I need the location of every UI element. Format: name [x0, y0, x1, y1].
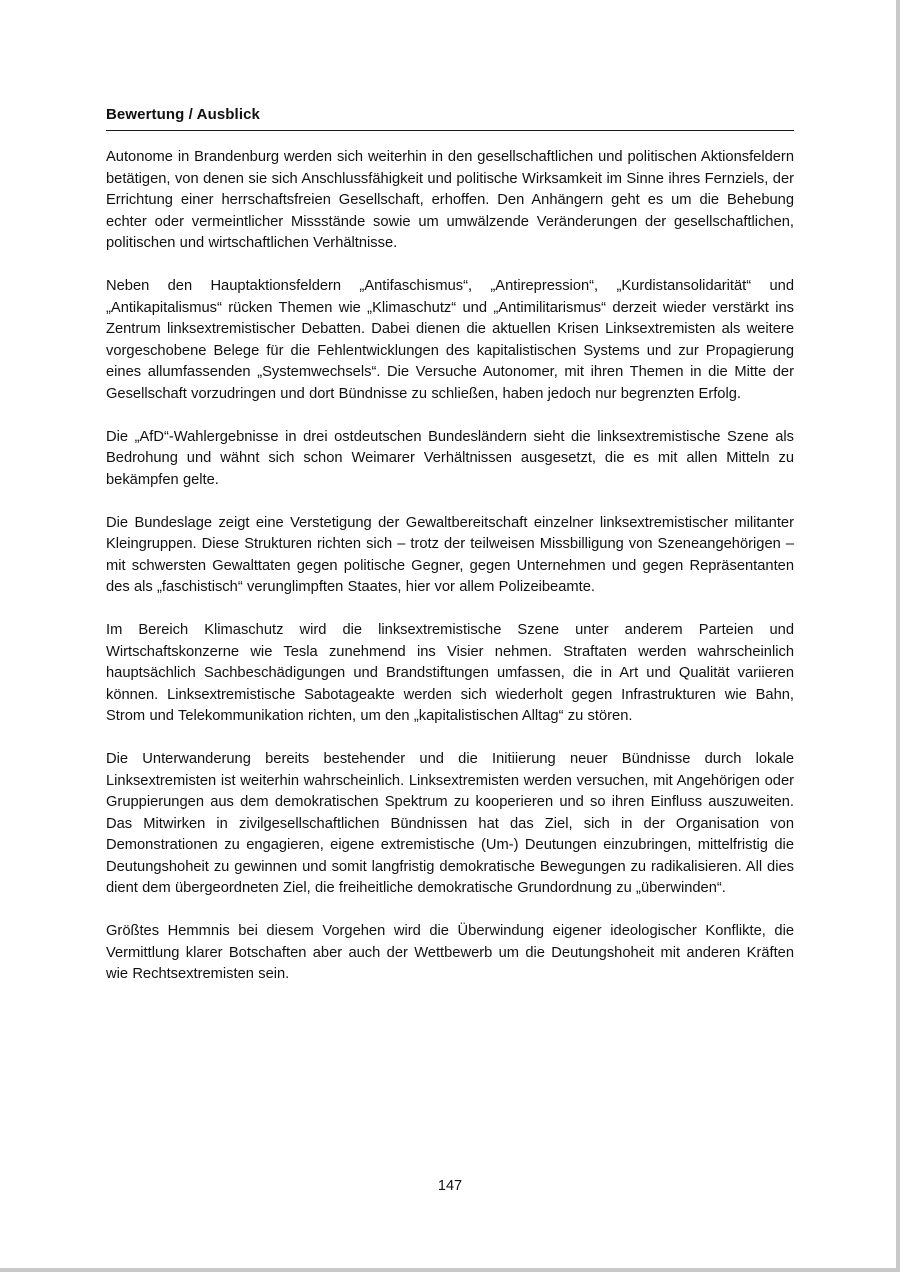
body-paragraph: Autonome in Brandenburg werden sich weiterhin in den gesellschaftlichen und politischen Aktionsfeldern betätigen, von denen sie sich Anschlussfähigkeit und politische Wirksamkeit im Sinne ihres Fernziels, der Errichtung einer herrschaftsfreien Gesellschaft, erhoffen. Den Anhängern geht es um die Behebung echter oder vermeintlicher Missstände sowie um umwälzende Veränderungen der gesellschaftlichen, politischen und wirtschaftlichen Verhältnisse.	[106, 149, 794, 251]
page-content	[106, 106, 794, 1007]
body-paragraph: Die Bundeslage zeigt eine Verstetigung der Gewaltbereitschaft einzelner linksextremistischer militanter Kleingruppen. Diese Strukturen richten sich – trotz der teilweisen Missbilligung von Szeneangehörigen – mit schwersten Gewalttaten gegen politische Gegner, gegen Unternehmen und gegen Repräsentanten des als „faschistisch“ verunglimpften Staates, hier vor allem Polizeibeamte.	[106, 514, 794, 595]
body-paragraph: Größtes Hemmnis bei diesem Vorgehen wird die Überwindung eigener ideologischer Konflikte, die Vermittlung klarer Botschaften aber auch der Wettbewerb um die Deutungshoheit mit anderen Kräften wie Rechtsextremisten sein.	[106, 923, 794, 982]
body-paragraph: Die „AfD“-Wahlergebnisse in drei ostdeutschen Bundesländern sieht die linksextremistische Szene als Bedrohung und wähnt sich schon Weimarer Verhältnissen ausgesetzt, die es mit allen Mitteln zu bekämpfen gelte.	[106, 428, 794, 488]
page-number: 147	[437, 1178, 463, 1194]
body-paragraph: Neben den Hauptaktionsfeldern „Antifaschismus“, „Antirepression“, „Kurdistansolidarität“ und „Antikapitalismus“ rücken Themen wie „Klimaschutz“ und „Antimilitarismus“ derzeit wieder verstärkt ins Zentrum linksextremistischer Debatten. Dabei dienen die aktuellen Krisen Linksextremisten als weitere vorgeschobene Belege für die Fehlentwicklungen des kapitalistischen Systems und zur Propagierung eines allumfassenden „Systemwechsels“. Die Versuche Autonomer, mit ihren Themen in die Mitte der Gesellschaft vorzudringen und dort Bündnisse zu schließen, haben jedoch nur begrenzten Erfolg.	[106, 278, 794, 402]
body-paragraph: Im Bereich Klimaschutz wird die linksextremistische Szene unter anderem Parteien und Wirtschaftskonzerne wie Tesla zunehmend ins Visier nehmen. Straftaten werden wahrscheinlich hauptsächlich Sachbeschädigungen und Brandstiftungen umfassen, die in Art und Qualität variieren können. Linksextremistische Sabotageakte werden sich wiederholt gegen Infrastrukturen wie Bahn, Strom und Telekommunikation richten, um den „kapitalistischen Alltag“ zu stören.	[106, 622, 794, 724]
body-paragraph: Die Unterwanderung bereits bestehender und die Initiierung neuer Bündnisse durch lokale Linksextremisten ist weiterhin wahrscheinlich. Linksextremisten werden versuchen, mit Angehörigen oder Gruppierungen aus dem demokratischen Spektrum zu kooperieren und so ihren Einfluss auszuweiten. Das Mitwirken in zivilgesellschaftlichen Bündnissen hat das Ziel, sich in der Organisation von Demonstrationen zu engagieren, eigene extremistische (Um-) Deutungen einzubringen, mittelfristig die Deutungshoheit zu gewinnen und somit langfristig demokratische Bewegungen zu radikalisieren. All dies dient dem übergeordneten Ziel, die freiheitliche demokratische Grundordnung zu „überwinden“.	[106, 751, 794, 896]
section-heading: Bewertung / Ausblick	[106, 106, 794, 131]
